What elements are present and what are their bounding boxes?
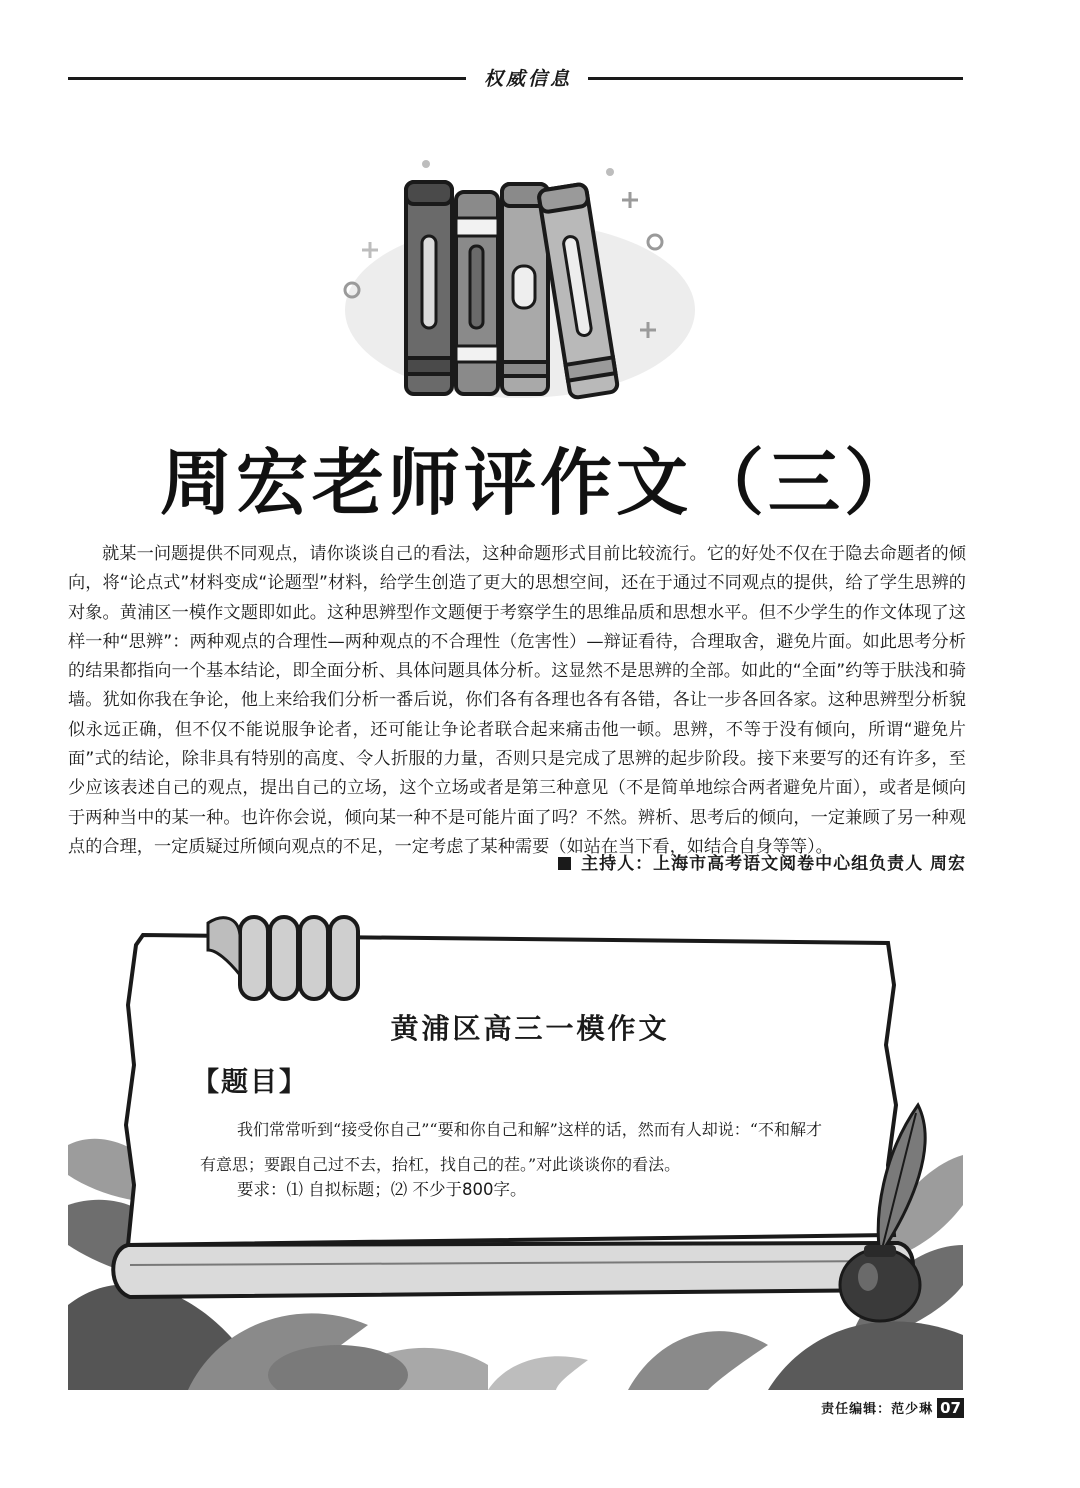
prompt-text: 我们常常听到“接受你自己”“要和你自己和解”这样的话，然而有人却说：“不和解才有意思；要跟自己过不去，抬杠，找自己的茬。”对此谈谈你的看法。 [200,1120,822,1174]
section-label: 权威信息 [483,68,572,90]
footer-editor: 责任编辑：范少琳 [821,1402,934,1417]
header-rule-left [68,77,466,80]
prompt-label: 【题目】 [192,1067,308,1098]
host-text: 主持人：上海市高考语文阅卷中心组负责人 周宏 [581,854,966,874]
books-illustration [320,150,740,410]
card-title: 黄浦区高三一模作文 [390,1012,670,1045]
page-footer [821,1397,964,1419]
page-title: 周宏老师评作文（三） [159,441,920,525]
intro-paragraph: 就某一问题提供不同观点，请你谈谈自己的看法，这种命题形式目前比较流行。它的好处不仅在于隐去命题者的倾向，将“论点式”材料变成“论题型”材料，给学生创造了更大的思想空间，还在于通过不同观点的提供，给了学生思辨的对象。黄浦区一模作文题即如此。这种思辨型作文题便于考察学生的思维品质和思想水平。但不少学生的作文体现了这样一种“思辨”：两种观点的合理性—两种观点的不合理性（危害性）—辩证看待，合理取舍，避免片面。如此思考分析的结果都指向一个基本结论，即全面分析、具体问题具体分析。这显然不是思辨的全部。如此的“全面”约等于肤浅和骑墙。犹如你我在争论，他上来给我们分析一番后说，你们各有各理也各有各错，各让一步各回各家。这种思辨型分析貌似永远正确，但不仅不能说服争论者，还可能让争论者联合起来痛击他一顿。思辨，不等于没有倾向，所谓“避免片面”式的结论，除非具有特别的高度、令人折服的力量，否则只是完成了思辨的起步阶段。接下来要写的还有许多，至少应该表述自己的观点，提出自己的立场，这个立场或者是第三种意见（不是简单地综合两者避免片面），或者是倾向于两种当中的某一种。也许你会说，倾向某一种不是可能片面了吗？不然。辨析、思考后的倾向，一定兼顾了另一种观点的合理，一定质疑过所倾向观点的不足，一定考虑了某种需要（如站在当下看，如结合自身等等）。 [68,544,966,857]
page-number: 07 [937,1398,964,1418]
requirement-text: 要求：⑴ 自拟标题；⑵ 不少于800字。 [237,1180,527,1199]
host-credit [558,849,966,874]
header-rule-right [588,77,963,80]
section-header [68,62,963,92]
square-bullet-icon [558,857,571,870]
